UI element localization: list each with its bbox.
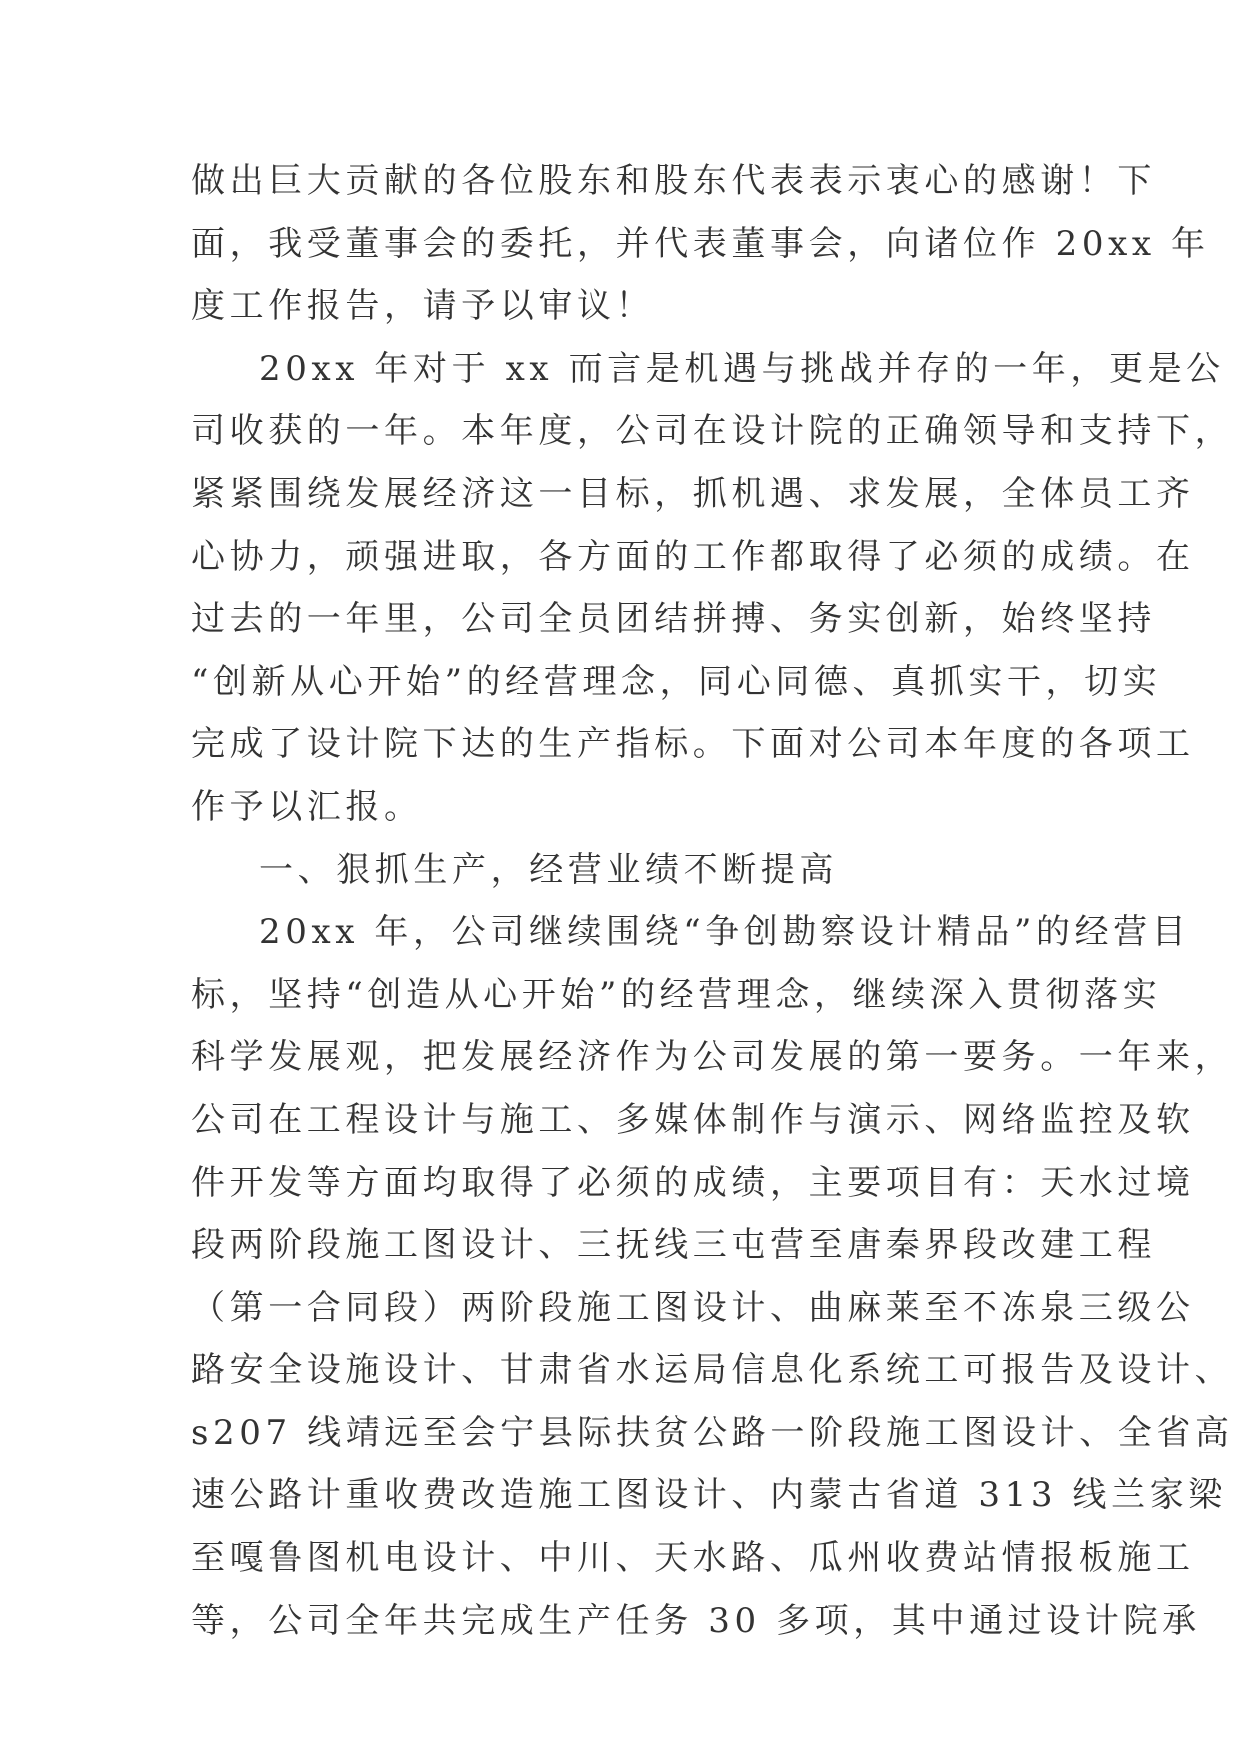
text-line: 至嘎鲁图机电设计、中川、天水路、瓜州收费站情报板施工 [191, 1538, 1195, 1579]
text-line: 段两阶段施工图设计、三抚线三屯营至唐秦界段改建工程 [191, 1225, 1156, 1266]
paragraph-2 [191, 338, 1234, 839]
text-line: 一、狠抓生产，经营业绩不断提高 [259, 849, 838, 890]
text-line: “创新从心开始”的经营理念，同心同德、真抓实干，切实 [191, 661, 1162, 702]
text-line: 科学发展观，把发展经济作为公司发展的第一要务。一年来， [191, 1037, 1234, 1078]
text-line: 度工作报告，请予以审议！ [191, 286, 655, 327]
text-line: 速公路计重收费改造施工图设计、内蒙古省道 313 线兰家梁 [191, 1475, 1227, 1516]
text-line: 等，公司全年共完成生产任务 30 多项，其中通过设计院承 [191, 1600, 1201, 1641]
text-line: （第一合同段）两阶段施工图设计、曲麻莱至不冻泉三级公 [191, 1287, 1195, 1328]
text-line: s207 线靖远至会宁县际扶贫公路一阶段施工图设计、全省高 [191, 1412, 1234, 1453]
text-line: 做出巨大贡献的各位股东和股东代表表示衷心的感谢！下 [191, 161, 1156, 201]
paragraph-3 [191, 901, 1234, 1652]
text-line: 司收获的一年。本年度，公司在设计院的正确领导和支持下， [191, 411, 1234, 452]
document-page [191, 150, 1234, 1652]
text-line: 20xx 年，公司继续围绕“争创勘察设计精品”的经营目 [259, 912, 1191, 953]
text-line: 路安全设施设计、甘肃省水运局信息化系统工可报告及设计、 [191, 1350, 1234, 1391]
text-line: 面，我受董事会的委托，并代表董事会，向诸位作 20xx 年 [191, 223, 1210, 264]
text-line: 标，坚持“创造从心开始”的经营理念，继续深入贯彻落实 [191, 974, 1162, 1015]
text-line: 完成了设计院下达的生产指标。下面对公司本年度的各项工 [191, 724, 1195, 765]
paragraph-1 [191, 150, 1210, 338]
section-heading [191, 839, 1061, 902]
text-line: 公司在工程设计与施工、多媒体制作与演示、网络监控及软 [191, 1099, 1195, 1140]
text-line: 作予以汇报。 [191, 786, 423, 827]
text-line: 紧紧围绕发展经济这一目标，抓机遇、求发展，全体员工齐 [191, 473, 1195, 514]
text-line: 件开发等方面均取得了必须的成绩，主要项目有：天水过境 [191, 1162, 1195, 1203]
text-line: 20xx 年对于 xx 而言是机遇与挑战并存的一年，更是公 [259, 348, 1225, 389]
text-line: 心协力，顽强进取，各方面的工作都取得了必须的成绩。在 [191, 536, 1195, 577]
text-line: 过去的一年里，公司全员团结拼搏、务实创新，始终坚持 [191, 599, 1156, 640]
